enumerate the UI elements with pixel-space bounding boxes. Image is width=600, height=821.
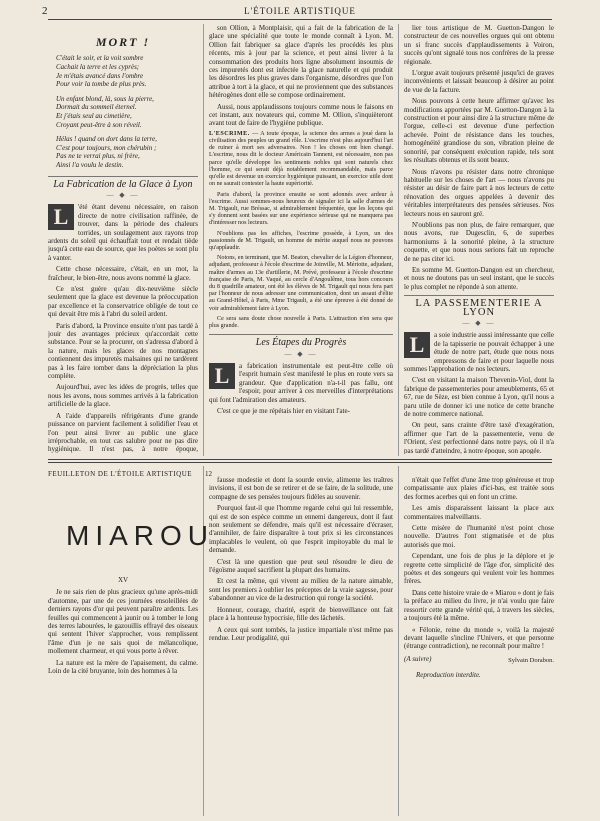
feuilleton-rule (48, 462, 552, 463)
poem-stanza: C'était le soir, et la voit sombre Cachait la terre et les cyprès; Je m'étais avancé dans l'ombre Pour voir la tombe de plus près. (56, 54, 147, 89)
header-rule (48, 19, 552, 20)
paragraph: N'oublions pas les affiches, l'escrime possède, à Lyon, un des passionnés de M. Trigault, un homme de mérite auquel nous ne pouvons qu'applaudir. (209, 230, 393, 251)
feuilleton-column-2 (209, 476, 393, 816)
dropcap: L (209, 363, 235, 389)
chapter-number: XV (117, 576, 129, 584)
paragraph: C'est ce que je me répétais hier en visitant l'ate- (217, 407, 350, 415)
feuilleton-title: MIAROU (66, 520, 214, 551)
feuilleton-column-3 (404, 476, 554, 816)
paragraph: n'était que l'effet d'une âme trop généreuse et trop compatissante aux plaies d'ici-bas, est traitée sous des formes acerbes qui en font un crime. (404, 476, 554, 501)
poem (48, 54, 198, 169)
paragraph: Notons, en terminant, que M. Beaton, chevalier de la Légion d'honneur, adjudant, professeur à l'école d'escrime de Joinville, M. Mériotte, adjudant, maître d'armes au 13e d'artillerie, M. Prévé, professeur à l'école d'escrime française de Paris, M. Vaqué, au cercle d'Angoulême, tous hors concours du 8 quadrille amateur, ont été les élèves de M. Trigault qui nous fera part par l'honneur de nous adresser une communication, dont un assaut d'élite au Grand-Hôtel, à Paris, Mme Trigault, a été une épreuve à été donné de voir admirablement faire à Lyon. (209, 255, 393, 312)
etapes-article (209, 362, 393, 415)
glace-article-part1 (48, 203, 198, 454)
feuilleton-label: FEUILLETON DE L'ÉTOILE ARTISTIQUE (48, 470, 193, 478)
section-rule (404, 295, 554, 296)
paragraph: Nous n'avons pu résister dans notre chronique habituelle sur les choses de l'art — nous n'avons pu résister au désir de faire part à nos lecteurs de cette rénovation des orgues appelées à devenir des véritables interprétateurs des pensées sérieuses. Nos lecteurs nous en sauront gré. (404, 167, 554, 218)
paragraph: a fabrication instrumentale est peut-être celle où l'esprit humain s'est manifesté le plus en route vers sa grandeur. Que d'application n'a-t-il pas fallu, ont l'espoir, pour arriver à ces merveilles d'interprétations qui font l'admiration des amateurs. (209, 361, 393, 404)
feuilleton-text-2 (209, 476, 393, 642)
feuilleton-rule (48, 459, 552, 460)
journal-title: L'ÉTOILE ARTISTIQUE (244, 6, 356, 16)
ornament: — ◆ — (284, 349, 318, 358)
glace-article-part2 (209, 24, 393, 128)
escrime-heading: L'ESCRIME. (209, 130, 250, 137)
paragraph: La nature est la mère de l'apaisement, du calme. Loin de la cité bruyante, loin des hommes à la (48, 658, 198, 676)
paragraph: C'est là une question que peut seul résoudre le dieu de l'égoïsme auquel sacrifient la plupart des humains. (209, 557, 393, 575)
paragraph: Je ne sais rien de plus gracieux qu'une après-midi d'automne, par une de ces journées ensoleillées de derniers rayons d'or qui peuvent paraître ardents. Les feuilles qui commencent à jaunir ou à tomber le long des terres labourées, le gazouillis effrayé des oiseaux qui sentent l'hiver s'approcher, vous remplissent l'âme d'un je ne sais quoi de mélancolique, mollement charmeur, et qui vous porte à rêver. (48, 588, 198, 656)
paragraph: Paris d'abord, la province ensuite se sont adonnés avec ardeur à l'escrime. Aussi sommes-nous heureux de signaler ici la salle d'armes de M. Trigault, rue Bréssac, si admirablement fréquentée, que les leçons qui s'y donnent sont basées sur une expérience sérieuse qui ne manquera pas d'intéresser nos lecteurs. (209, 191, 393, 227)
paragraph: son Ollion, à Montplaisir, qui a fait de la fabrication de la glace une spécialité que toute le monde connaît à Lyon. M. Ollion fait fabriquer sa glace d'après les procédés les plus récents, mis à jour par la science, et peut ainsi livrer à la consommation des produits hors ligne absolument insoumis de ces impuretés dont est infectée la glace naturelle et qui produit les désordres les plus graves dans l'organisme, désordres que l'on attribue à tort à la glace, et qui ne proviennent que des substances hétérogènes dont elle se compose ordinairement. (209, 24, 393, 100)
paragraph: Pourquoi faut-il que l'homme regarde celui qui lui ressemble, qui est de son espèce comme un ennemi dangereux, dont il faut non seulement se défendre, mais qu'il est nécessaire d'écraser, d'annihiler, de faire disparaître à tout prix si les circonstances implacables le veulent, où que l'esprit impitoyable du mal le demande. (209, 504, 393, 555)
section-rule (209, 334, 393, 335)
column-separator (203, 466, 204, 816)
paragraph: Honneur, courage, charité, esprit de bienveillance ont fait place à la honteuse hypocrisie, fille des lâchetés. (209, 605, 393, 623)
paragraph: Aujourd'hui, avec les idées de progrès, telles que nous les avons, nous sommes arrivés à la fabrication artificielle de la glace. (48, 383, 198, 409)
escrime-article (209, 131, 393, 330)
paragraph: A ceux qui sont tombés, la justice impartiale n'est même pas rendue. Leur prodigalité, qui (209, 625, 393, 642)
column-2 (209, 24, 393, 454)
orgue-article (404, 24, 554, 291)
paragraph: fausse modestie et dont la sourde envie, alimente les traîtres invisions, il est bon de se retirer et de se faire, de la solitude, une compagne de ses pensées toujours fidèles au souvenir. (209, 476, 393, 501)
paragraph: Ce n'est guère qu'au dix-neuvième siècle seulement que la glace est devenue la préoccupation par excellence et la conservatrice obligée de tout ce qui devait être mis à l'abri du soleil ardent. (48, 285, 198, 319)
paragraph: Paris d'abord, la Province ensuite n'ont pas tardé à jouir des avantages précieux qu'accordait cette substance. Pour se la procurer, on s'adressa d'abord à la nature, mais les glaces de nos montagnes contiennent des impuretés malsaines qui ne tardèrent pas à les faire tomber dans la dépréciation la plus complète. (48, 321, 198, 381)
paragraph: Nous pouvons à cette heure affirmer qu'avec les modifications apportées par M. Guetton-Dangon à la construction et pour ainsi dire à la structure même de l'orgue, celle-ci est devenue d'une perfection achevée. Point de résistance dans les touches, homogénéité grandiose du son, vibration pleine de sonorité, par conséquent exécution rapide, tels sont les résultats obtenus et ils sont beaux. (404, 97, 554, 165)
to-follow: (A suivre) (404, 654, 432, 663)
paragraph: L'orgue avait toujours présenté jusqu'ici de graves inconvénients et laissait beaucoup à désirer au point de vue de la facture. (404, 69, 554, 94)
author-signature: Sylvain Dorabon. (508, 656, 554, 664)
column-1 (48, 24, 198, 454)
section-rule (48, 176, 198, 177)
paragraph: a soie industrie aussi intéressante que celle de la tapisserie ne pouvait échapper à une étude de notre part, étude que nous nous empressons de faire et pour laquelle nous sommes l'approbation de nos lecteurs. (404, 331, 554, 374)
feuilleton-number: 12 (205, 470, 212, 478)
ornament: — ◆ — (462, 319, 496, 327)
column-separator (398, 24, 399, 456)
page-number: 2 (42, 5, 48, 17)
poem-stanza: Hélas ! quand on dort dans la terre, C'est pour toujours, mon chérubin ; Pas ne te verrai plus, ni frère, Ainsi l'a voulu le destin. (56, 135, 157, 169)
feuilleton-footer (404, 655, 554, 665)
paragraph: Cependant, une fois de plus je la déplore et je regrette cette simplicité de l'âge d'or, simplicité des poètes et des songeurs qui veulent voir les hommes frères. (404, 552, 554, 586)
feuilleton-text-3 (404, 476, 554, 651)
glace-title: La Fabrication de la Glace à Lyon (53, 178, 193, 190)
paragraph: En somme M. Guetton-Dangon est un chercheur, et nous ne doutons pas un seul instant, que le succès le plus complet ne réponde à son attente. (404, 265, 554, 291)
column-3 (404, 24, 554, 454)
feuilleton-column-1 (48, 570, 198, 816)
column-separator (398, 466, 399, 816)
paragraph: lier tous artistique de M. Guetton-Dangon le constructeur de ces nouvelles orgues qui ont obtenu un si franc succès d'applaudissements à Voiron, succès qu'ont signalé tous nos confrères de la presse régionale. (404, 24, 554, 66)
column-separator (203, 24, 204, 456)
paragraph: Cette misère de l'humanité n'est point chose nouvelle. D'autres l'ont stigmatisée et de plus autorisés que moi. (404, 524, 554, 549)
poem-title: MORT ! (95, 35, 151, 49)
ornament: — ◆ — (106, 190, 140, 199)
paragraph: « Félonie, reine du monde », voilà la majesté devant laquelle s'incline l'Univers, et que personne (étrange contradiction), ne reconnaît pour maître ! (404, 625, 554, 651)
escrime-paragraph: — A toute époque, la science des armes a joué dans la civilisation des peuples un grand rôle. L'escrime n'est plus aujourd'hui l'art de ruiner à mort ses adversaires. Non ! les choses ont bien changé. L'escrime, nous dit le docteur Américain Tannent, est nécessaire, non pas parce qu'elle développe les sentiments nobles qui sont naturels chez l'homme, ce qui serait déjà notablement recommandable, mais parce qu'elle est devenue un exercice hygiénique puissant, un exercice utile dont on ne saurait contester la haute supériorité. (209, 130, 393, 188)
paragraph: Aussi, nous applaudissons toujours comme nous le faisons en cet instant, aux novateurs qui, comme M. Ollion, s'inquièteront avant tout de faire de l'hygiène publique. (209, 102, 393, 128)
feuilleton-text-1 (48, 588, 198, 675)
paragraph: C'est en visitant la maison Thevenin-Viol, dont la fabrique de passementeries pour ameublements, 65 et 67, rue de Sèze, est bien connue à Lyon, qu'il nous a paru utile de donner ici une notice de cette branche de notre commerce national. (404, 376, 554, 419)
reproduction-notice: Reproduction interdite. (416, 671, 481, 680)
dropcap: L (48, 204, 74, 230)
paragraph: Ce sera sans doute chose nouvelle à Paris. L'attraction n'en sera que plus grande. (209, 315, 393, 329)
paragraph: Et cest la même, qui vivent au milieu de la nature aimable, sont les premiers à oublier les préceptes de la vraie sagesse, pour s'abandonner au vice de la destruction qui ronge la société. (209, 577, 393, 603)
etapes-title: Les Étapes du Progrès (255, 337, 347, 349)
paragraph: On peut, sans crainte d'être taxé d'exagération, affirmer que l'art de la passementerie, venu de l'Orient, s'est perfectionné dans notre pays, où il n'a pas tardé d'atteindre, à notre époque, son apogée. (404, 421, 554, 454)
paragraph: N'oublions pas non plus, de faire remarquer, que nous avons, rue Dugesclin, 6, de superbes harmoniums à la sonorité pleine, à la structure coquette, et que nous nous serions fait un reproche de ne pas citer ici. (404, 220, 554, 263)
passementerie-title: LA PASSEMENTERIE A LYON (415, 298, 543, 318)
paragraph: Dans cette histoire vraie de « Miarou » dont je fais la préface au milieu du livre, je n'ai voulu que faire ressortir cette grande vérité qui, à travers les siècles, a toujours été la même. (404, 588, 554, 623)
dropcap: L (404, 332, 430, 358)
paragraph: 'été étant devenu nécessaire, en raison directe de notre civilisation raffinée, de trouver, dans la période des chaleurs torrides, un soulagement aux rayons trop ardents du soleil qui échauffait tout et rendait tiède jusqu'à cette eau de source, que les poètes se sont plu à vanter. (48, 203, 198, 262)
page-header (42, 5, 552, 19)
poem-stanza: Un enfant blond, là, sous la pierre, Dormait du sommeil éternel. Et j'étais seul au cimetière, Croyant peut-être à son réveil. (56, 94, 154, 129)
paragraph: Cette chose nécessaire, c'était, en un mot, la fraîcheur, le bien-être, nous avons nommé la glace. (48, 265, 198, 282)
paragraph: Les amis disparaissent laissant la place aux commentaires malveillants. (404, 504, 554, 521)
paragraph: A l'aide d'appareils réfrigérants d'une grande puissance on parvient facilement à solidifier l'eau et l'on peut ainsi livrer au public une glace irréprochable, en tout cas salubre pour ne pas dire hygiénique. Il n'est pas, à notre époque, (48, 411, 198, 454)
